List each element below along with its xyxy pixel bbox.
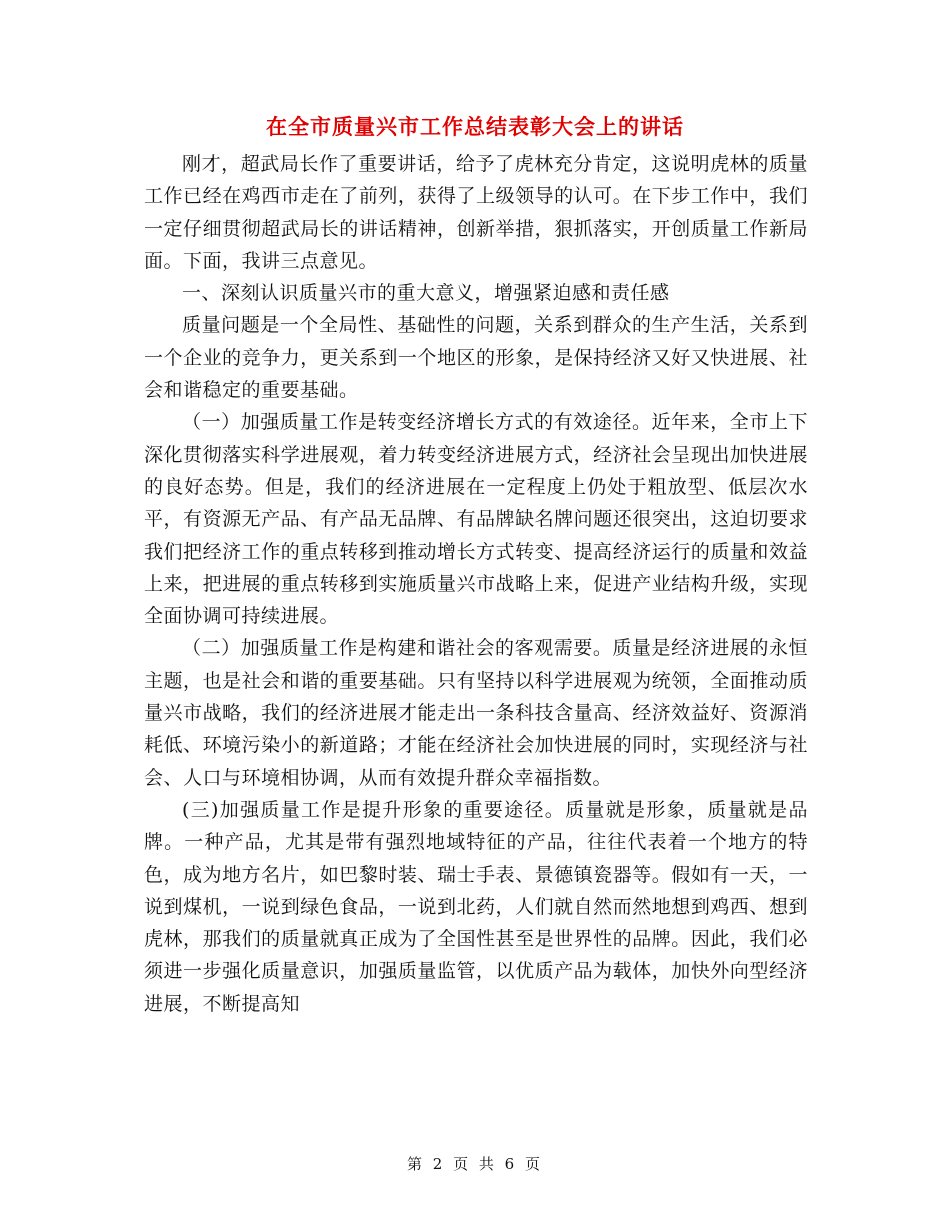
page-number-footer: 第 2 页 共 6 页	[407, 1155, 543, 1173]
paragraph-section-1-intro: 质量问题是一个全局性、基础性的问题，关系到群众的生产生活，关系到一个企业的竞争力，更关系到一个地区的形象，是保持经济又好又快进展、社会和谐稳定的重要基础。	[144, 314, 808, 402]
document-body	[144, 148, 808, 1020]
document-title: 在全市质量兴市工作总结表彰大会上的讲话	[266, 114, 684, 139]
paragraph-point-2: （二）加强质量工作是构建和谐社会的客观需要。质量是经济进展的永恒主题，也是社会和谐的重要基础。只有坚持以科学进展观为统领，全面推动质量兴市战略，我们的经济进展才能走出一条科技含量高、经济效益好、资源消耗低、环境污染小的新道路；才能在经济社会加快进展的同时，实现经济与社会、人口与环境相协调，从而有效提升群众幸福指数。	[144, 637, 808, 789]
paragraph-point-1: （一）加强质量工作是转变经济增长方式的有效途径。近年来，全市上下深化贯彻落实科学进展观，着力转变经济进展方式，经济社会呈现出加快进展的良好态势。但是，我们的经济进展在一定程度上仍处于粗放型、低层次水平，有资源无产品、有产品无品牌、有品牌缺名牌问题还很突出，这迫切要求我们把经济工作的重点转移到推动增长方式转变、提高经济运行的质量和效益上来，把进展的重点转移到实施质量兴市战略上来，促进产业结构升级，实现全面协调可持续进展。	[144, 411, 808, 628]
paragraph-point-3: (三)加强质量工作是提升形象的重要途径。质量就是形象，质量就是品牌。一种产品，尤其是带有强烈地域特征的产品，往往代表着一个地方的特色，成为地方名片，如巴黎时装、瑞士手表、景德镇瓷器等。假如有一天，一说到煤机，一说到绿色食品，一说到北药，人们就自然而然地想到鸡西、想到虎林，那我们的质量就真正成为了全国性甚至是世界性的品牌。因此，我们必须进一步强化质量意识，加强质量监管，以优质产品为载体，加快外向型经济进展，不断提高知	[144, 798, 808, 1015]
section-heading-1: 一、深刻认识质量兴市的重大意义，增强紧迫感和责任感	[182, 282, 670, 305]
paragraph-opening: 刚才，超武局长作了重要讲话，给予了虎林充分肯定，这说明虎林的质量工作已经在鸡西市走在了前列，获得了上级领导的认可。在下步工作中，我们一定仔细贯彻超武局长的讲话精神，创新举措，狠抓落实，开创质量工作新局面。下面，我讲三点意见。	[144, 153, 808, 272]
